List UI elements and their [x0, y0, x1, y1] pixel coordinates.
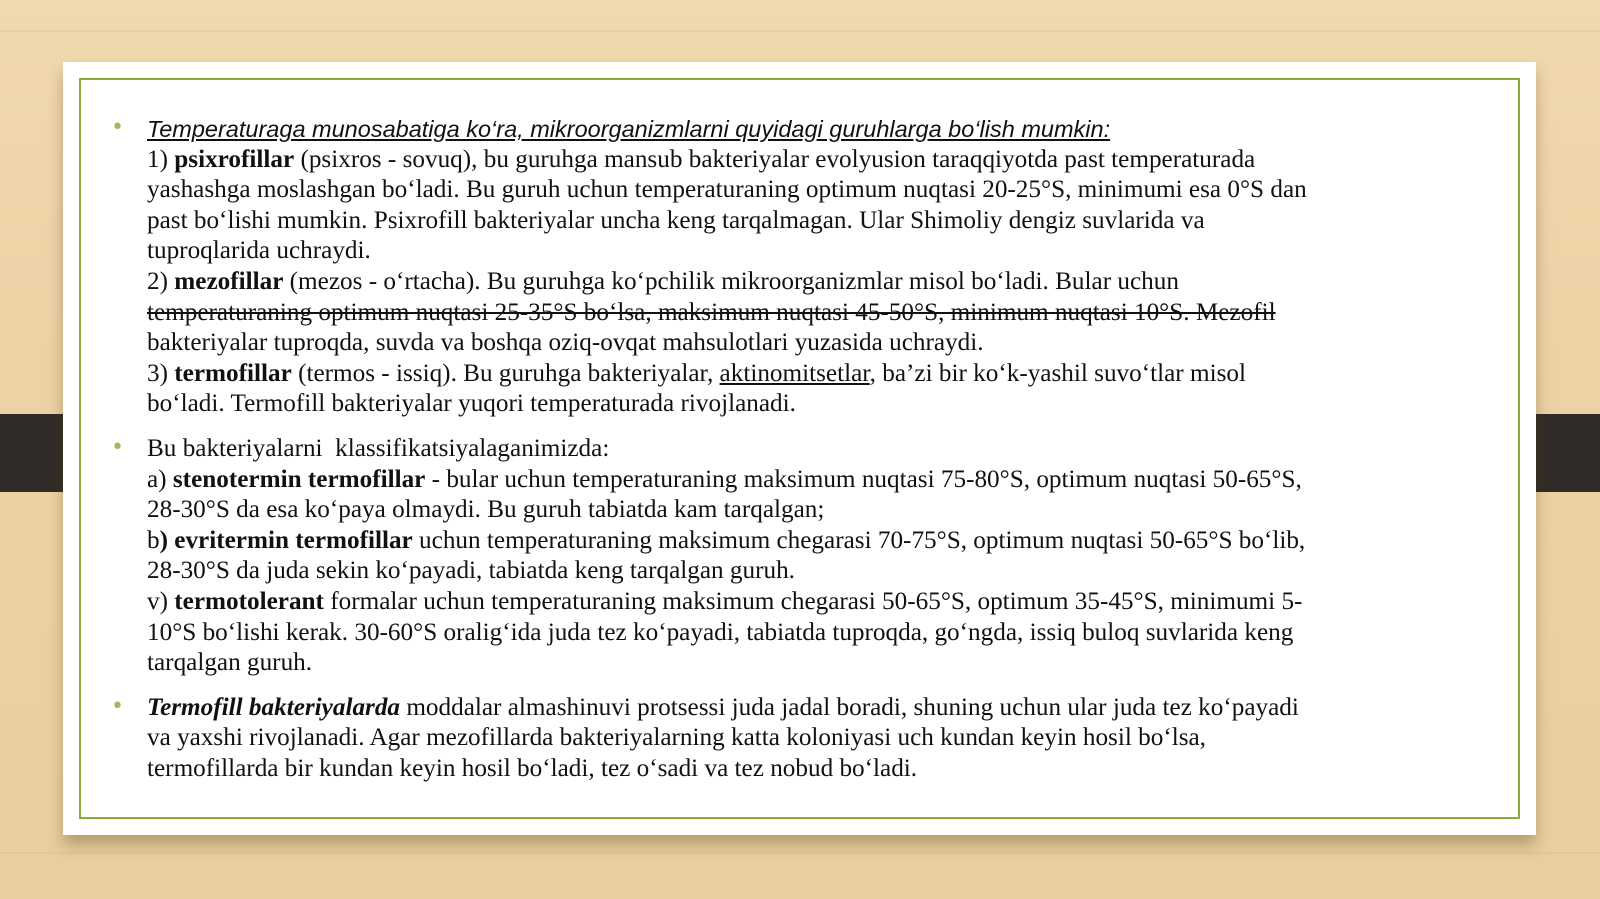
aktinomitsetlar-link[interactable]: aktinomitsetlar: [719, 359, 870, 387]
mezofillar-line: [147, 267, 1517, 298]
bullet-icon: •: [111, 434, 124, 460]
text-line: 28-30°S da juda sekin ko‘payadi, tabiatda keng tarqalgan guruh.: [147, 557, 795, 585]
text: uchun temperaturaning maksimum chegarasi 70-75°S, optimum nuqtasi 50-65°S bo‘lib,: [412, 526, 1306, 554]
text: (mezos - o‘rtacha). Bu guruhga ko‘pchilik mikroorganizmlar misol bo‘ladi. Bular uchun: [283, 267, 1179, 295]
evritermin-line: [147, 526, 1517, 557]
text-line: 10°S bo‘lishi kerak. 30-60°S oralig‘ida juda tez ko‘payadi, tabiatda tuproqda, go‘ngda, issiq buloq suvlarida keng: [147, 618, 1294, 646]
item-number: 1): [147, 145, 175, 173]
item-number: b: [147, 526, 160, 554]
bullet-icon: •: [111, 115, 124, 140]
termofillar-line: [147, 359, 1517, 390]
term-evritermin: ) evritermin termofillar: [159, 526, 413, 554]
text-line: past bo‘lishi mumkin. Psixrofill bakteriyalar uncha keng tarqalmagan. Ular Shimoliy dengiz suvlarida va: [147, 206, 1205, 234]
term-termotolerant: termotolerant: [174, 587, 324, 615]
termotolerant-line: [147, 587, 1517, 618]
text-line: bo‘ladi. Termofill bakteriyalar yuqori temperaturada rivojlanadi.: [147, 390, 796, 418]
term-psixrofillar: psixrofillar: [174, 145, 295, 173]
stenotermin-line: [147, 465, 1517, 496]
slide-content: [111, 114, 1517, 798]
text-line-strikethrough: temperaturaning optimum nuqtasi 25-35°S bo‘lsa, maksimum nuqtasi 45-50°S, minimum nuqtasi 10°S. Mezofil: [147, 298, 1276, 326]
text: formalar uchun temperaturaning maksimum chegarasi 50-65°S, optimum 35-45°S, minimumi 5-: [323, 587, 1303, 615]
wood-texture: [0, 852, 1600, 854]
text-line: va yaxshi rivojlanadi. Agar mezofillarda bakteriyalarning katta koloniyasi uch kundan keyin hosil bo‘lsa,: [147, 724, 1206, 752]
text: moddalar almashinuvi protsessi juda jadal boradi, shuning uchun ular juda tez ko‘payadi: [400, 693, 1299, 721]
term-termofillar: termofillar: [174, 359, 292, 387]
text: (psixros - sovuq), bu guruhga mansub bakteriyalar evolyusion taraqqiyotda past temperaturada: [294, 145, 1256, 173]
term-termofill-bakteriyalarda: Termofill bakteriyalarda: [147, 693, 401, 721]
term-stenotermin: stenotermin termofillar: [172, 465, 426, 493]
text-line: tuproqlarida uchraydi.: [147, 237, 371, 265]
item-number: v): [147, 587, 175, 615]
text-line: tarqalgan guruh.: [147, 649, 313, 677]
metabolism-line: [147, 693, 1517, 724]
bullet-temperature-groups: [111, 114, 1517, 420]
bullet-metabolism: [111, 693, 1517, 785]
text-line: bakteriyalar tuproqda, suvda va boshqa oziq-ovqat mahsulotlari yuzasida uchraydi.: [147, 329, 984, 357]
slide-card: [63, 62, 1536, 835]
text-line: yashashga moslashgan bo‘ladi. Bu guruh uchun temperaturaning optimum nuqtasi 20-25°S, minimumi esa 0°S dan: [147, 176, 1307, 204]
text: (termos - issiq). Bu guruhga bakteriyalar,: [291, 359, 720, 387]
bullet-icon: •: [111, 693, 124, 719]
classification-intro: Bu bakteriyalarni klassifikatsiyalaganimizda:: [147, 434, 610, 462]
text-line: termofillarda bir kundan keyin hosil bo‘ladi, tez o‘sadi va tez nobud bo‘ladi.: [147, 754, 918, 782]
item-number: 3): [147, 359, 175, 387]
text-line: 28-30°S da esa ko‘paya olmaydi. Bu guruh tabiatda kam tarqalgan;: [147, 496, 825, 524]
term-mezofillar: mezofillar: [174, 267, 284, 295]
intro-heading: Temperaturaga munosabatiga ko‘ra, mikroorganizmlarni quyidagi guruhlarga bo‘lish mumkin:: [147, 116, 1111, 142]
item-number: a): [147, 465, 173, 493]
bullet-classification: [111, 434, 1517, 679]
psixrofillar-line: [147, 145, 1517, 176]
wood-texture: [0, 30, 1600, 32]
text: , ba’zi bir ko‘k-yashil suvo‘tlar misol: [869, 359, 1246, 387]
text: - bular uchun temperaturaning maksimum nuqtasi 75-80°S, optimum nuqtasi 50-65°S,: [425, 465, 1302, 493]
item-number: 2): [147, 267, 175, 295]
